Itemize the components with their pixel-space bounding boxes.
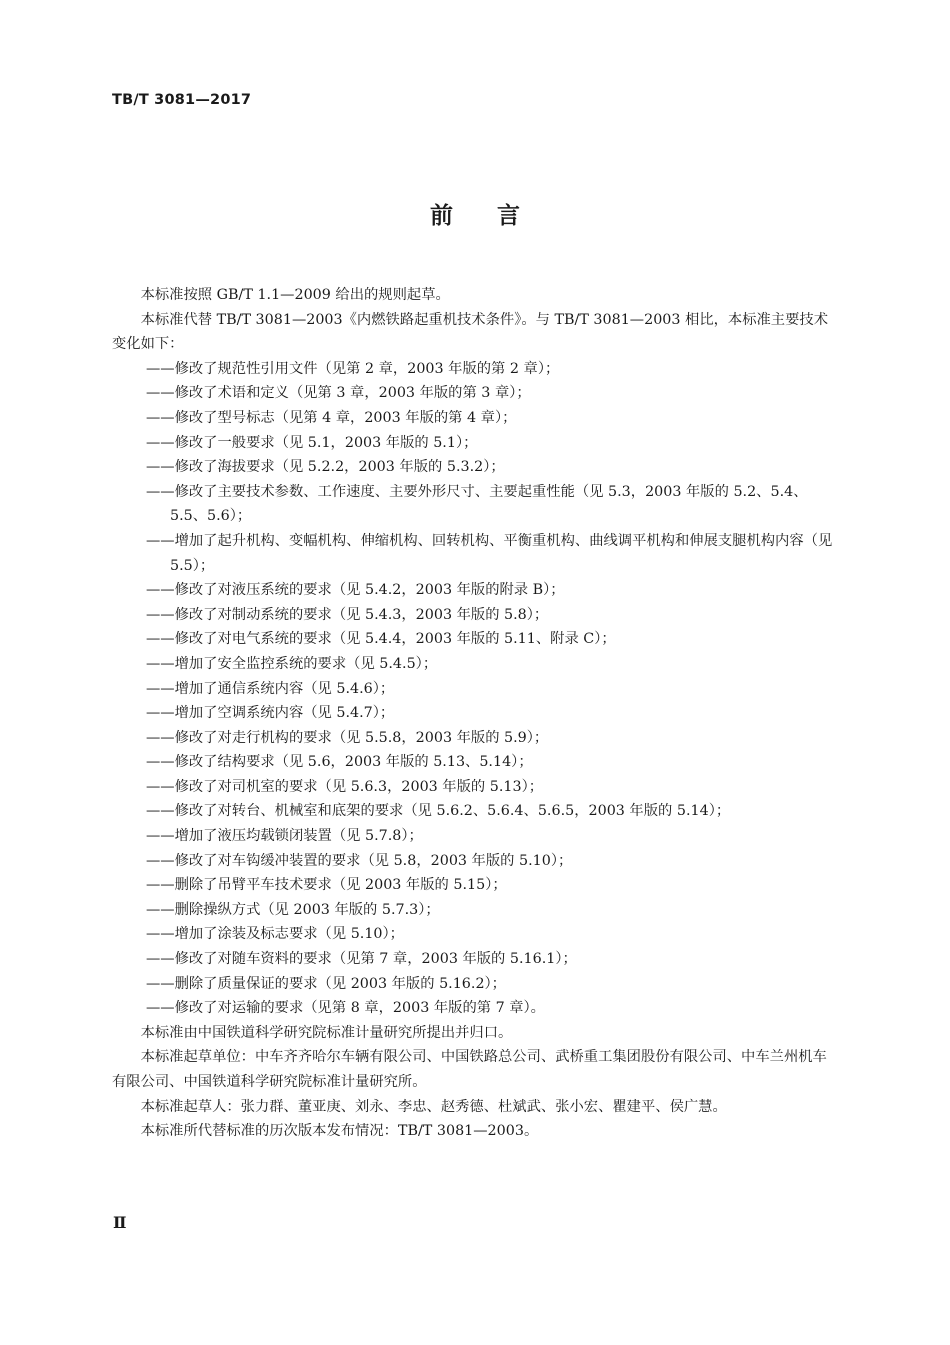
document-code: TB/T 3081—2017 [112,92,252,108]
list-item: ——修改了对液压系统的要求（见 5.4.2，2003 年版的附录 B）； [146,582,565,599]
list-item: ——增加了安全监控系统的要求（见 5.4.5）； [146,655,438,672]
list-item: ——增加了空调系统内容（见 5.4.7）； [146,705,395,722]
paragraph: 本标准代替 TB/T 3081—2003《内燃铁路起重机技术条件》。与 TB/T 3081—2003 相比，本标准主要技术变化如下： [112,311,828,353]
list-item: ——删除了吊臂平车技术要求（见 2003 年版的 5.15）； [146,877,507,894]
paragraph: 本标准所代替标准的历次版本发布情况：TB/T 3081—2003。 [140,1123,539,1140]
paragraph: 本标准起草单位：中车齐齐哈尔车辆有限公司、中国铁路总公司、武桥重工集团股份有限公司、中车兰州机车有限公司、中国铁道科学研究院标准计量研究所。 [112,1049,827,1090]
list-item: ——修改了规范性引用文件（见第 2 章，2003 年版的第 2 章）； [146,360,560,377]
paragraph: 本标准由中国铁道科学研究院标准计量研究所提出并归口。 [140,1024,513,1041]
page-title [0,197,950,230]
list-item: ——修改了对随车资料的要求（见第 7 章，2003 年版的 5.16.1）； [146,951,577,968]
list-item: ——修改了对车钩缓冲装置的要求（见 5.8，2003 年版的 5.10）； [146,852,573,869]
list-item: ——修改了一般要求（见 5.1，2003 年版的 5.1）； [146,434,478,451]
list-item: ——修改了对走行机构的要求（见 5.5.8，2003 年版的 5.9）； [146,729,549,746]
list-item: ——修改了对转台、机械室和底架的要求（见 5.6.2、5.6.4、5.6.5，2003 年版的 5.14）； [146,803,731,820]
list-item: ——增加了涂装及标志要求（见 5.10）； [146,926,404,943]
list-item: ——修改了对司机室的要求（见 5.6.3，2003 年版的 5.13）； [146,778,544,795]
list-item: ——修改了对制动系统的要求（见 5.4.3，2003 年版的 5.8）； [146,606,549,623]
list-item: ——增加了液压均载锁闭装置（见 5.7.8）； [146,828,423,845]
list-item: ——删除了质量保证的要求（见 2003 年版的 5.16.2）； [146,975,506,992]
list-item: ——修改了术语和定义（见第 3 章，2003 年版的第 3 章）； [146,385,531,402]
list-item: ——增加了起升机构、变幅机构、伸缩机构、回转机构、平衡重机构、曲线调平机构和伸展支腿机构内容（见 5.5）； [146,532,833,574]
list-item: ——修改了对运输的要求（见第 8 章，2003 年版的第 7 章）。 [146,1000,545,1017]
list-item: ——修改了海拔要求（见 5.2.2，2003 年版的 5.3.2）； [146,459,505,476]
changes-list [112,357,837,1021]
list-item: ——修改了对电气系统的要求（见 5.4.4，2003 年版的 5.11、附录 C）； [146,631,616,648]
paragraph: 本标准按照 GB/T 1.1—2009 给出的规则起草。 [140,287,450,303]
paragraph: 本标准起草人：张力群、董亚庚、刘永、李忠、赵秀德、杜斌武、张小宏、瞿建平、侯广慧。 [140,1098,727,1115]
list-item: ——增加了通信系统内容（见 5.4.6）； [146,680,395,697]
list-item: ——修改了结构要求（见 5.6，2003 年版的 5.13、5.14）； [146,754,533,771]
list-item: ——修改了型号标志（见第 4 章，2003 年版的第 4 章）； [146,409,517,426]
list-item: ——删除操纵方式（见 2003 年版的 5.7.3）； [146,901,440,918]
list-item: ——修改了主要技术参数、工作速度、主要外形尺寸、主要起重性能（见 5.3，2003 年版的 5.2、5.4、5.5、5.6）； [146,483,808,525]
page-number: Ⅱ [113,1213,127,1232]
page-title-text: 前言 [430,203,564,229]
document-body [112,283,837,1144]
